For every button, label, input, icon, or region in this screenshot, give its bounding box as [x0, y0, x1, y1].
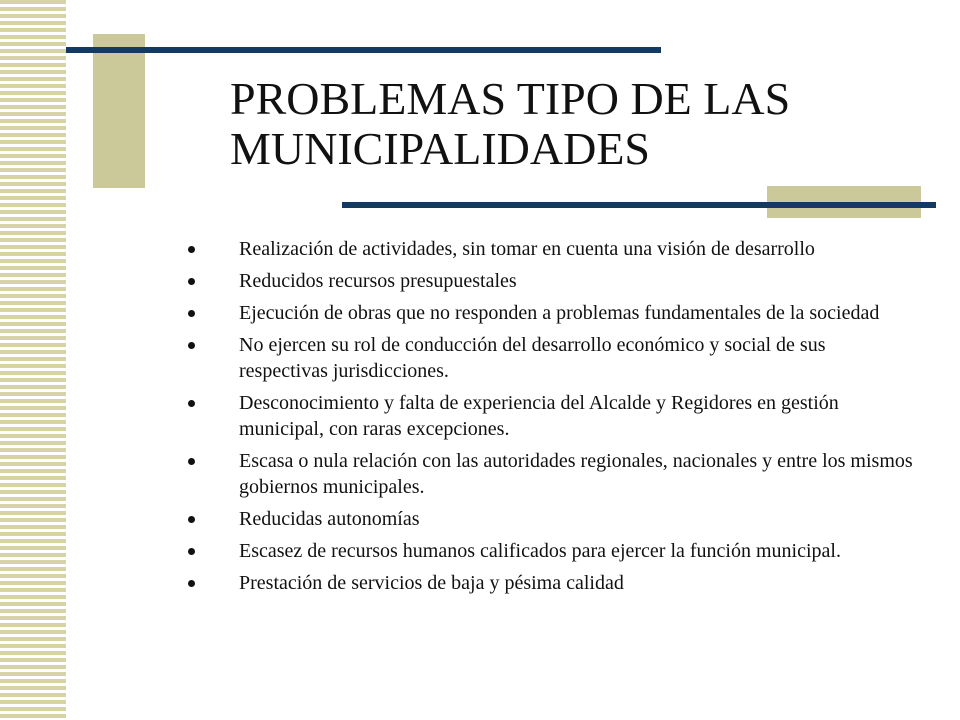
bullet-text: No ejercen su rol de conducción del desarrollo económico y social de sus respectivas jurisdicciones. — [239, 334, 826, 382]
bullet-item — [188, 300, 918, 326]
bullet-list — [188, 236, 918, 602]
bullet-text: Ejecución de obras que no responden a problemas fundamentales de la sociedad — [239, 302, 880, 324]
decorative-stripes — [0, 0, 68, 720]
slide-title-line-1: PROBLEMAS TIPO DE LAS — [230, 73, 791, 124]
bullet-item — [188, 390, 918, 442]
bullet-text: Desconocimiento y falta de experiencia del Alcalde y Regidores en gestión municipal, con raras excepciones. — [239, 392, 839, 440]
bullet-item — [188, 236, 918, 262]
bullet-text: Escasa o nula relación con las autoridades regionales, nacionales y entre los mismos gobiernos municipales. — [239, 450, 913, 498]
decorative-block-left — [93, 34, 145, 188]
bullet-dot-icon — [188, 458, 195, 465]
bullet-dot-icon — [188, 548, 195, 555]
bullet-text: Reducidos recursos presupuestales — [239, 270, 517, 292]
bullet-dot-icon — [188, 400, 195, 407]
bullet-item — [188, 538, 918, 564]
bullet-item — [188, 448, 918, 500]
bullet-dot-icon — [188, 278, 195, 285]
bullet-dot-icon — [188, 580, 195, 587]
bullet-dot-icon — [188, 310, 195, 317]
bullet-dot-icon — [188, 516, 195, 523]
slide-title — [230, 74, 930, 174]
title-rule-top — [66, 47, 661, 53]
slide-title-line-2: MUNICIPALIDADES — [230, 123, 650, 174]
bullet-text: Escasez de recursos humanos calificados para ejercer la función municipal. — [239, 540, 841, 562]
bullet-item — [188, 332, 918, 384]
bullet-item — [188, 570, 918, 596]
bullet-text: Reducidas autonomías — [239, 508, 420, 530]
bullet-dot-icon — [188, 246, 195, 253]
title-rule-bottom — [342, 202, 936, 208]
stripes-edge — [66, 0, 68, 720]
bullet-text: Realización de actividades, sin tomar en cuenta una visión de desarrollo — [239, 238, 815, 260]
bullet-dot-icon — [188, 342, 195, 349]
bullet-text: Prestación de servicios de baja y pésima calidad — [239, 572, 624, 594]
bullet-item — [188, 268, 918, 294]
bullet-item — [188, 506, 918, 532]
